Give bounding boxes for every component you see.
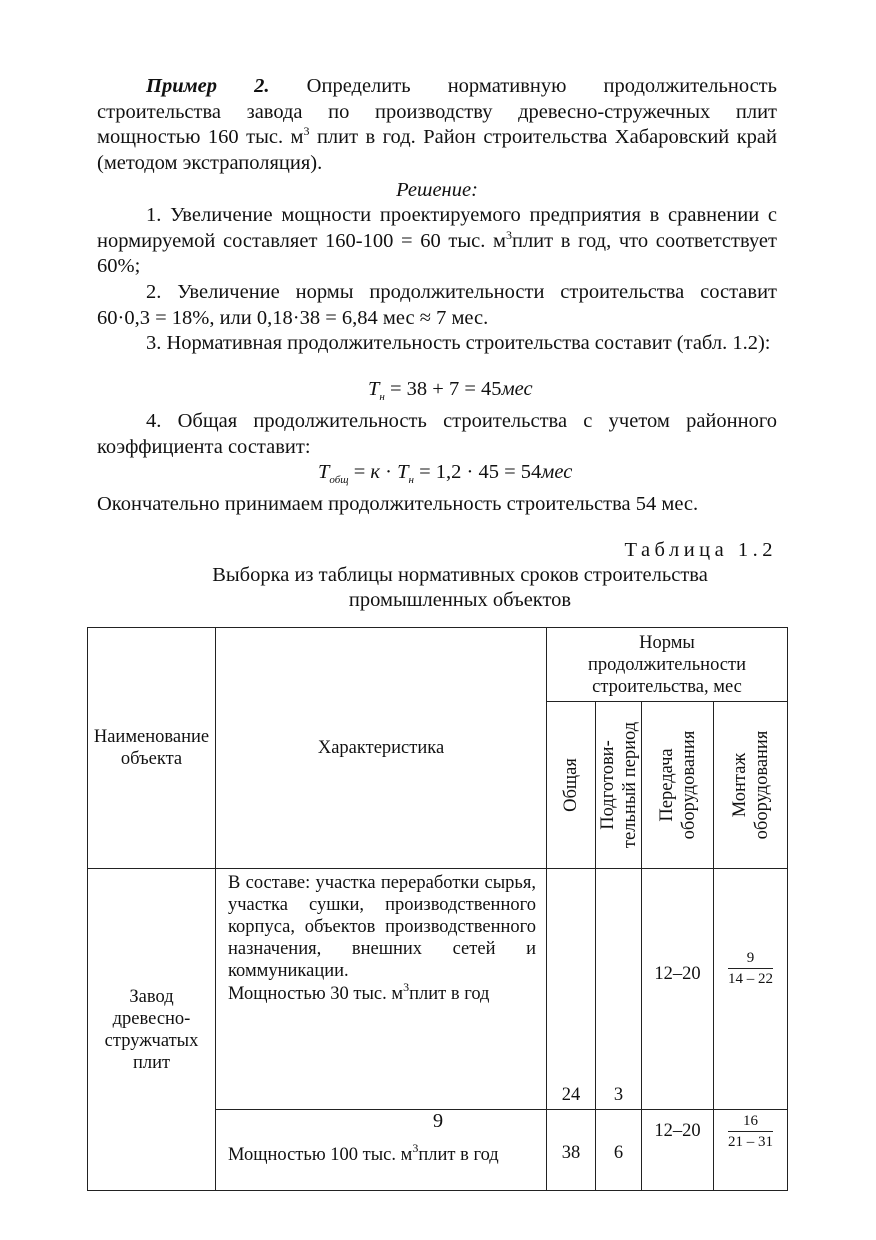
- norms-table: [87, 627, 788, 1191]
- formula-symbol: T: [318, 461, 330, 483]
- formula-unit: мес: [501, 378, 533, 400]
- header-characteristic: Характеристика: [216, 628, 547, 869]
- example-text: Определить нормативную продолжительность строительства завода по производству древесно-стружечных плит мощностью 160 тыс. м: [97, 75, 777, 148]
- header-preparatory-text: [597, 722, 641, 848]
- formula-unit: мес: [541, 461, 573, 483]
- header-object-name: Наименование объекта: [88, 628, 216, 869]
- table-row: [88, 869, 788, 1110]
- formula-normative: [368, 378, 533, 401]
- page-number: 9: [432, 1110, 444, 1132]
- description-text: В составе: участка переработки сырья, участка сушки, производственного корпуса, объектов производственного назначения, внешних сетей и коммуникации.: [228, 873, 536, 981]
- header-transfer-text: [656, 731, 700, 840]
- capacity-label: Мощностью 30 тыс. м: [228, 984, 404, 1004]
- solution-heading: Решение:: [396, 179, 478, 201]
- superscript: 3: [412, 1141, 419, 1155]
- total-cell: 38: [547, 1110, 596, 1191]
- montage-fraction: [728, 949, 773, 988]
- formula-symbol: T: [368, 378, 380, 400]
- formula-expression: = 38 + 7 = 45: [384, 378, 502, 400]
- conclusion: Окончательно принимаем продолжительность строительства 54 мес.: [97, 493, 699, 515]
- formula-subscript: н: [408, 474, 414, 486]
- header-preparatory-line2: тельный период: [619, 721, 640, 849]
- capacity-unit: плит в год: [418, 1145, 499, 1165]
- transfer-cell: 12–20: [642, 1110, 714, 1191]
- total-cell: 24: [547, 869, 596, 1110]
- header-transfer-line2: оборудования: [678, 730, 699, 840]
- fraction-denominator: 14 – 22: [728, 971, 773, 987]
- header-montage-line1: Монтаж: [729, 752, 750, 818]
- object-name: Завод древесно-стружчатых плит: [104, 986, 199, 1073]
- table-title-line2: промышленных объектов: [348, 589, 572, 611]
- object-name-cell: [88, 869, 216, 1191]
- header-transfer-line1: Передача: [656, 748, 677, 822]
- formula-symbol: T: [397, 461, 409, 483]
- capacity-unit: плит в год: [409, 984, 490, 1004]
- header-preparatory-line1: Подготови-: [597, 740, 618, 830]
- header-norms-text: Нормы продолжительности строительства, мес: [588, 632, 746, 697]
- header-montage: [714, 702, 788, 869]
- step-3: 3. Нормативная продолжительность строительства составит (табл. 1.2):: [146, 332, 771, 354]
- preparatory-cell: 3: [596, 869, 642, 1110]
- fraction-denominator: 21 – 31: [728, 1134, 773, 1150]
- step-4: 4. Общая продолжительность строительства с учетом районного коэффициента составит:: [97, 410, 777, 458]
- example-label: Пример 2.: [146, 75, 270, 97]
- header-montage-text: [729, 731, 773, 840]
- preparatory-cell: 6: [596, 1110, 642, 1191]
- formula-equals: =: [348, 461, 371, 483]
- header-norms: [547, 628, 788, 702]
- example-paragraph: [97, 74, 777, 176]
- formula-subscript: н: [379, 391, 385, 403]
- fraction-numerator: 9: [728, 949, 773, 969]
- formula-dot: ·: [380, 461, 398, 483]
- table-header-row: [88, 628, 788, 702]
- example-text-end: плит в год. Район строительства Хабаровский край (методом экстраполяция).: [97, 126, 778, 174]
- montage-cell: [714, 869, 788, 1110]
- step-1: [97, 203, 777, 280]
- formula-subscript: общ: [329, 474, 349, 486]
- transfer-cell: 12–20: [642, 869, 714, 1110]
- capacity-label: Мощностью 100 тыс. м: [228, 1145, 413, 1165]
- formula-expression: = 1,2 · 45 = 54: [413, 461, 542, 483]
- description-cell: [216, 869, 547, 1110]
- step-2: 2. Увеличение нормы продолжительности строительства составит 60·0,3 = 18%, или 0,18·38 = 6,84 мес ≈ 7 мес.: [97, 281, 777, 329]
- header-total-text: Общая: [561, 758, 581, 812]
- superscript: 3: [505, 227, 512, 242]
- header-transfer: [642, 702, 714, 869]
- header-montage-line2: оборудования: [751, 730, 772, 840]
- formula-coefficient: к: [370, 461, 381, 483]
- header-total: [547, 702, 596, 869]
- table-title: Выборка из таблицы нормативных сроков строительства: [212, 564, 708, 586]
- formula-total: [318, 461, 572, 484]
- superscript: 3: [403, 980, 410, 994]
- header-preparatory: [596, 702, 642, 869]
- table-label: Таблица 1.2: [624, 539, 777, 561]
- step-1-text: 1. Увеличение мощности проектируемого предприятия в сравнении с нормируемой составляет 160-100 = 60 тыс. м: [97, 204, 777, 252]
- fraction-numerator: 16: [728, 1112, 773, 1132]
- superscript: 3: [303, 124, 310, 138]
- capacity-text: [228, 980, 536, 1005]
- step-1-text-end: плит в год, что соответствует 60%;: [97, 229, 777, 277]
